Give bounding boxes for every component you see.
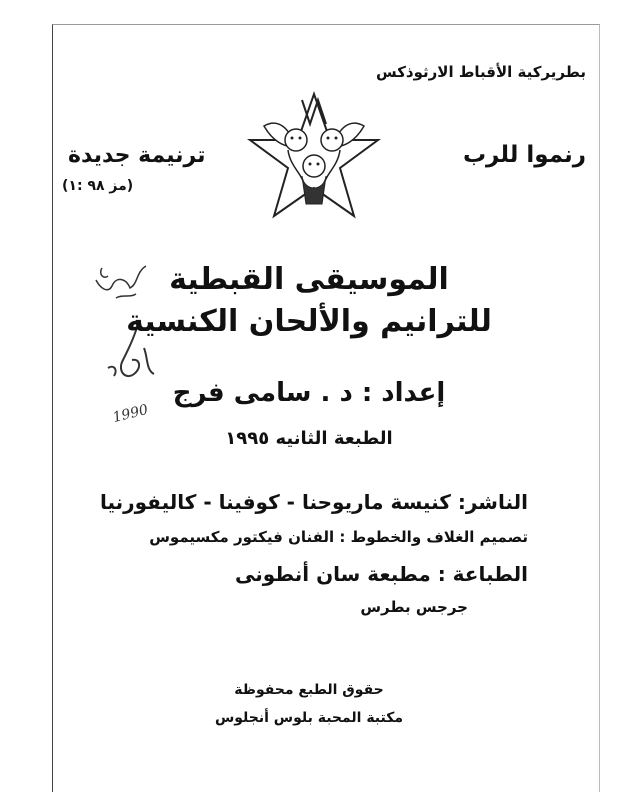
psalm-reference: (مز ٩٨ :١) [62, 178, 134, 194]
svg-text:1990: 1990 [111, 401, 150, 426]
author-line: إعداد : د . سامى فرج [172, 378, 446, 408]
printing-line: الطباعة : مطبعة سان أنطونى [235, 562, 528, 586]
edition-line: الطبعة الثانيه ١٩٩٥ [225, 428, 393, 449]
angels-emblem-icon [244, 88, 384, 228]
book-title-line2: للترانيم والألحان الكنسية [126, 304, 492, 339]
library-name: مكتبة المحبة بلوس أنجلوس [214, 710, 404, 726]
cover-design-line: تصميم الغلاف والخطوط : الفنان فيكتور مكسيموس [149, 528, 528, 546]
new-hymn-label: ترنيمة جديدة [68, 143, 206, 168]
publisher-line: الناشر: كنيسة ماريوحنا - كوفينا - كاليفورنيا [99, 490, 528, 514]
book-title-line1: الموسيقى القبطية [169, 262, 449, 297]
copyright-notice: حقوق الطبع محفوظة [234, 682, 384, 698]
printer-name: جرجس بطرس [360, 598, 468, 616]
patriarchate-header: بطريركية الأقباط الارثوذكس [376, 63, 586, 81]
hymn-verse: رنموا للرب [462, 142, 586, 168]
